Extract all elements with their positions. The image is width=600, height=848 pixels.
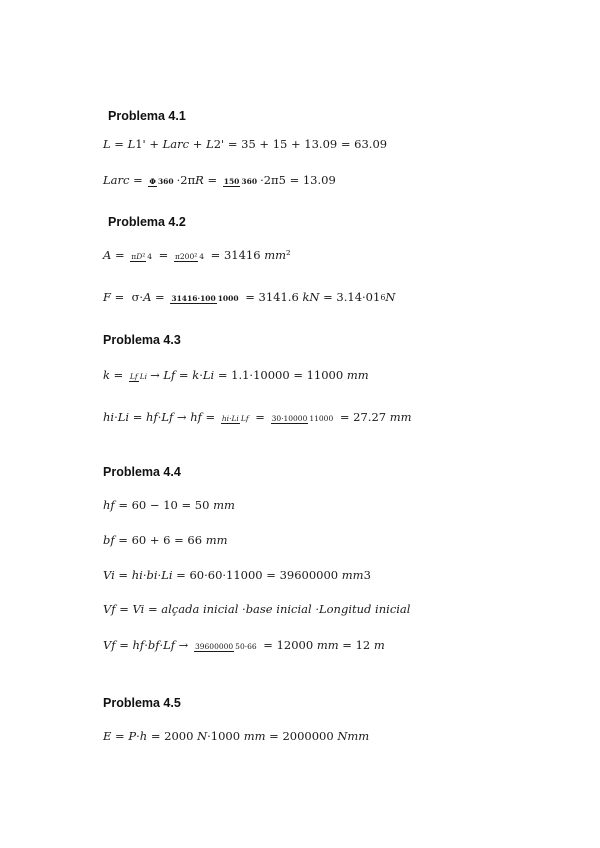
equation: E = P · h = 2000 N ·1000 mm = 2000000 Nmm	[103, 729, 370, 743]
equation: Vi = hi · bi · Li = 60·60·11000 = 39600000 mm 3	[103, 568, 371, 582]
equation-text-store	[0, 0, 1, 1]
problem-title: Problema 4.3	[103, 333, 181, 347]
equation: F = σ· A = 31416·100 1000 = 3141.6 kN = 3.14·01 6 N	[103, 290, 396, 304]
equation: hf = 60 − 10 = 50 mm	[103, 498, 235, 512]
problem-title: Problema 4.1	[108, 109, 186, 123]
equation: k = Lf Li → Lf = k · Li = 1.1·10000 = 11000 mm	[103, 368, 369, 382]
equation-text	[0, 0, 1, 1]
equation: A = πD² 4 = π200² 4 = 31416 mm ²	[103, 248, 291, 262]
equation: Vf = hf · bf · Lf → 39600000 50·66 = 12000 mm = 12 m	[103, 638, 385, 652]
equation: hi · Li = hf · Lf → hf = hi·Li Lf = 30·10000 11000 = 27.27 mm	[103, 410, 412, 424]
equation: Larc = Φ 360 ·2π R = 150 360 ·2π5 = 13.09	[103, 173, 336, 187]
problem-title: Problema 4.5	[103, 696, 181, 710]
equation: L = L 1' + Larc + L 2' = 35 + 15 + 13.09 = 63.09	[103, 137, 388, 151]
problem-title: Problema 4.2	[108, 215, 186, 229]
equation: bf = 60 + 6 = 66 mm	[103, 533, 228, 547]
equation: Vf = Vi = alçada inicial · base inicial · Longitud inicial	[103, 602, 411, 616]
problem-title: Problema 4.4	[103, 465, 181, 479]
